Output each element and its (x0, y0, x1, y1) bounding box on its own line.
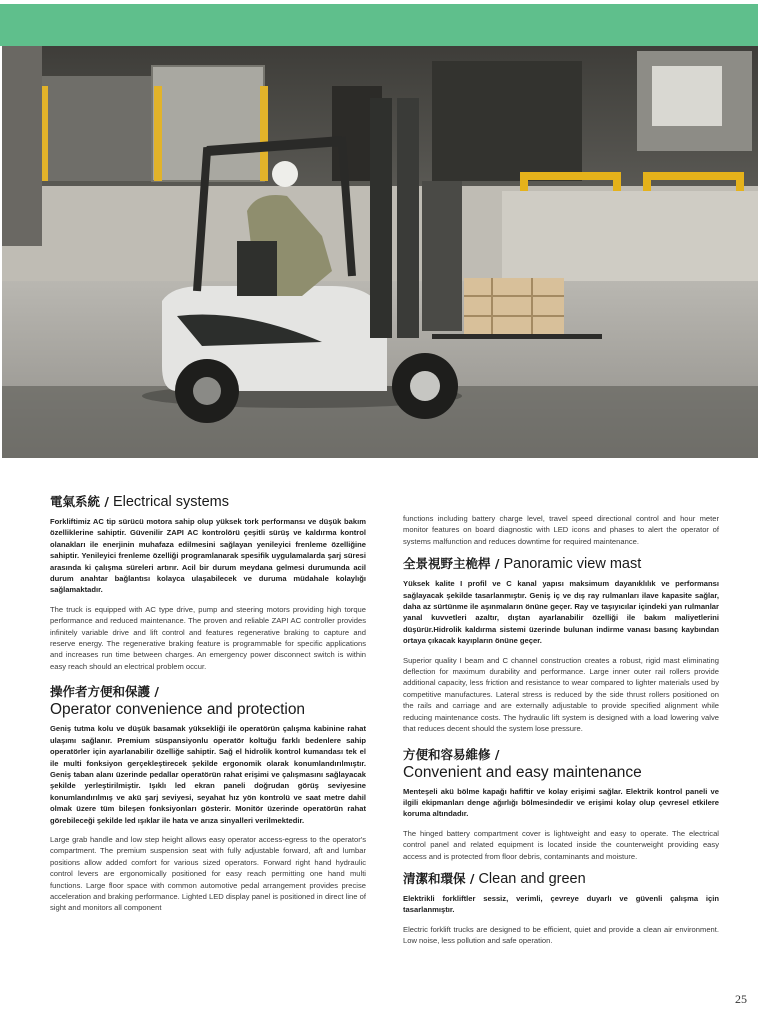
right-column (403, 513, 719, 955)
page-number: 25 (735, 992, 747, 1006)
maintenance-text-tr: Menteşeli akü bölme kapağı hafiftir ve kolay erişimi sağlar. Elektrik kontrol paneli ve ilgili ekipmanları denge ağırlığı bölmesindedir ve erişimi kolay olup çevresel etkilere koruma altındadır. (403, 786, 719, 819)
forklift-photo (2, 46, 758, 458)
maintenance-heading-en: Convenient and easy maintenance (403, 763, 642, 781)
electrical-heading-en: Electrical systems (112, 494, 229, 510)
operator-text-tr: Geniş tutma kolu ve düşük basamak yüksekliği ile operatörün çalışma kabinine rahat ulaşımı sağlanır. Premium süspansiyonlu operatör koltuğu farklı bedenlere sahip operatörler için ayarlanabilir özelliğe sahiptir. Sağ el hidrolik kontrol kumandası tek el ile multi fonksiyon gerçekleştirecek şekilde ergonomik olarak konumlandırılmıştır. Geniş taban alanı üzerinde pedallar operatörün rahat erişimi ve çalışmasını sağlayacak şekilde yerleştirilmiştir. Işıklı led ekran paneli doğrudan görüş seviyesine konumlandırılmış ve akü şarj seviyesi, seyahat hız yön kontrolü ve saat metre dahil olmak üzere tüm bileşen fonksiyonları gösterir. Monitör üzerinde operatörün rahat görebileceği şekilde led ışıklar ile hata ve arıza sinyalleri verilmektedir. (50, 724, 366, 825)
mast-text-tr: Yüksek kalite I profil ve C kanal yapısı maksimum dayanıklılık ve performansı sağlayacak şekilde tasarlanmıştır. Geniş iç ve dış ray rulmanları ilave kapasite sağlar, daha az sürtünme ile aşınmaların önüne geçer. Ray ve taşıyıcılar içindeki yan rulmanlar yanal kuvvetleri azaltır, dıştan ayarlanabilir özelliği ile bakım maliyetlerini düşürür.Hidrolik kaldırma sistemi üzerinde bulunan indirme vanası basınç kaybından ortaya çıkacak kayıpların önüne geçer. (403, 579, 719, 646)
maintenance-heading-zh: 方便和容易維修 / (403, 746, 500, 762)
maintenance-heading (403, 743, 719, 782)
operator-heading-zh: 操作者方便和保護 / (50, 684, 159, 700)
electrical-text-en: The truck is equipped with AC type drive, pump and steering motors providing high torque performance and reduced maintenance. The proven and reliable ZAPI AC controller provides infinitely variable drive and lift control and features regenerative braking to capture and reserve energy. The regenerative braking feature is programmable for specific applications and increases run time between charges. An emergency power disconnect switch is within easy reach should an electrical problem occur. (50, 604, 366, 671)
green-heading-zh: 清潔和環保 / (403, 870, 475, 886)
mast-heading-en: Panoramic view mast (503, 556, 642, 573)
mast-heading-zh: 全景視野主桅桿 / (403, 556, 500, 572)
electrical-text-tr: Forkliftimiz AC tip sürücü motora sahip olup yüksek tork performansı ve düşük bakım özelliklerine sahiptir. Güvenilir ZAPI AC kontrolörü çeşitli sürüş ve kaldırma kontrol olanakları ile enerjinin muhafaza edilmesini sağlayan yenileyici frenleme özelliğine sahiptir. Yenileyici frenleme özelliği programlanarak spesifik uygulamalarda şarj süresi arasında ki çalışma süreleri artırır. Acil bir durum meydana gelmesi durumunda acil durum anahtar bağlantısı kolayca ulaşabilecek ve duruma müdahale kolaylığı sağlamaktadır. (50, 517, 366, 595)
green-text-tr: Elektrikli forkliftler sessiz, verimli, çevreye duyarlı ve güvenli çalışma için tasarlanmıştır. (403, 893, 719, 915)
operator-heading-en: Operator convenience and protection (50, 701, 306, 719)
header-green-band (0, 4, 758, 46)
operator-heading (50, 680, 366, 719)
green-heading (403, 870, 719, 888)
maintenance-text-en: The hinged battery compartment cover is lightweight and easy to operate. The electrical control panel and related equipment is located inside the counterweight providing easy access and is protected from floor debris, contaminants and moisture. (403, 828, 719, 861)
green-text-en: Electric forklift trucks are designed to be efficient, quiet and provide a clean air environment. Low noise, less pollution and safe operation. (403, 924, 719, 946)
green-heading-en: Clean and green (478, 870, 586, 887)
electrical-heading-zh: 電氣系統 / (50, 494, 109, 509)
operator-text-en-continued: functions including battery charge level, travel speed directional control and hour meter monitor features on board diagnostic with LED icons and phases to alert the operator of systems malfunction and reduces downtime for required maintenance. (403, 514, 719, 546)
mast-heading (403, 555, 719, 573)
mast-text-en: Superior quality I beam and C channel construction creates a robust, rigid mast eliminating deflection for maximum durability and performance. Large inner outer rail rollers provide additional capacity, less friction and resistance to wear compared to lighter materials used by competitive manufactures. Lateral stress is reduced by the side thrust rollers positioned on the rails and carriage and are externally adjustable to provide specified alignment while reducing maintenance costs. The hydraulic lift system is designed with a load lowering valve that reduces decent should the system lose pressure. (403, 655, 719, 734)
left-column (50, 493, 366, 922)
electrical-heading (50, 493, 366, 511)
operator-text-en: Large grab handle and low step height allows easy operator access-egress to the operator's compartment. The premium suspension seat with fully adjustable forward, aft and lumbar positions allow added comfort for various sized operators. Forward right hand hydraulic control levers are ergonomically positioned for easy reach permitting one hand multi functions. Large floor space with common automotive pedal arrangement provides precise acceleration and braking performance. Lighted LED display panel is positioned in direct line of sight and monitors all component (50, 834, 366, 913)
